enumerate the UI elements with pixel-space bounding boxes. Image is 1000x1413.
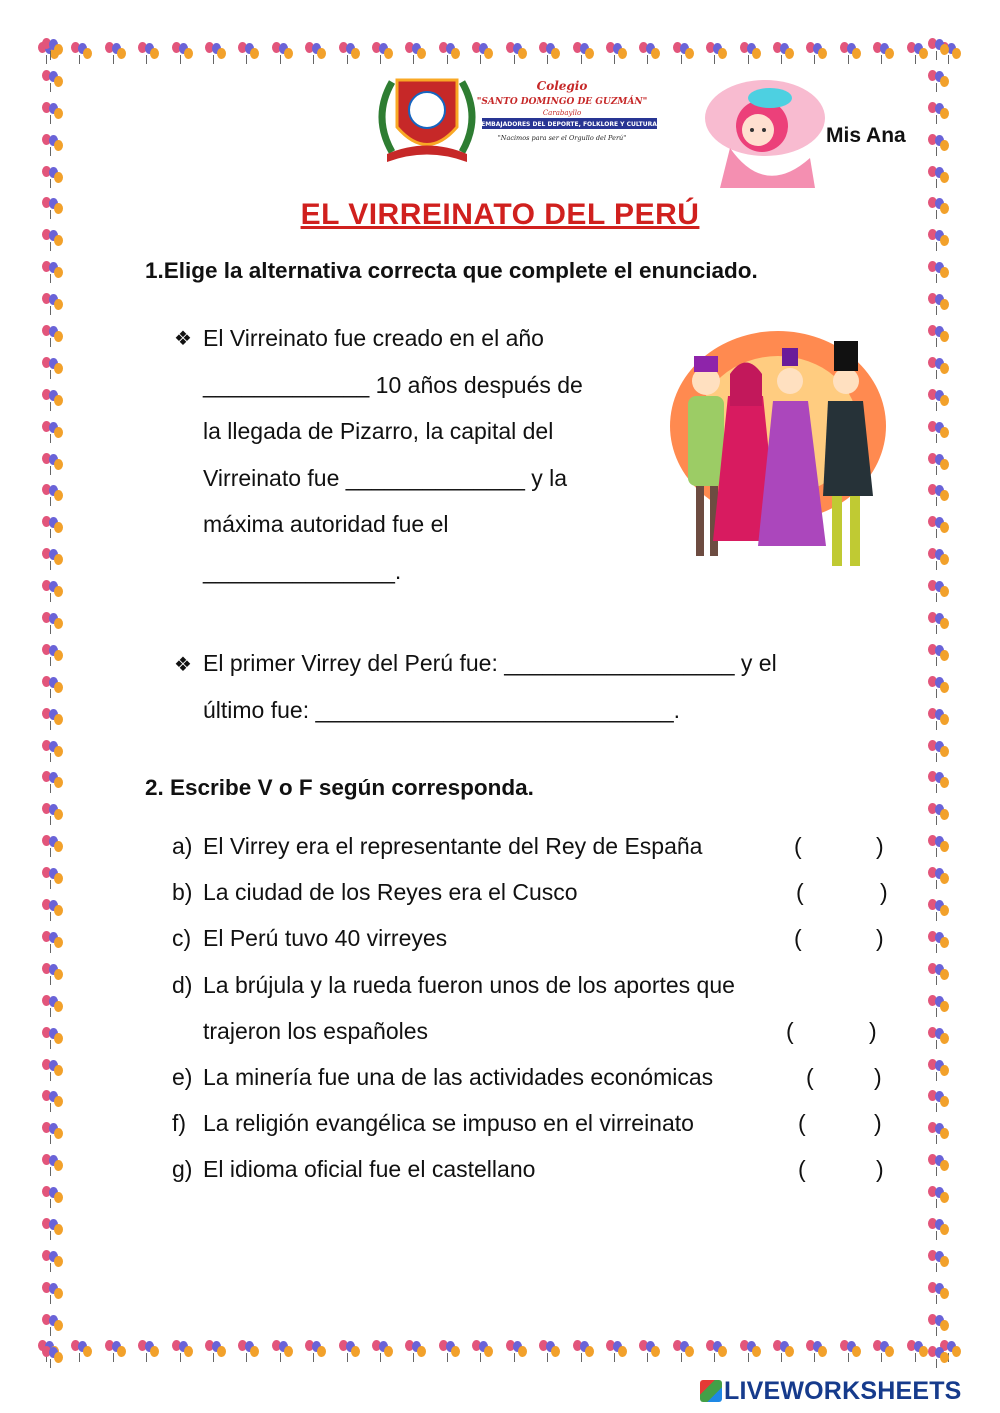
balloon-icon xyxy=(372,42,394,64)
balloon-icon xyxy=(773,1340,795,1362)
answer-open-paren: ( xyxy=(796,879,804,905)
school-name-line3: Carabayllo xyxy=(542,109,582,117)
item-text: trajeron los españoles xyxy=(203,1018,429,1044)
balloon-icon xyxy=(928,548,950,570)
answer-open-paren: ( xyxy=(798,1156,806,1182)
bullet-icon: ❖ xyxy=(174,328,192,350)
balloon-icon xyxy=(740,1340,762,1362)
school-name-line1: Colegio xyxy=(536,79,588,93)
balloon-icon xyxy=(928,1282,950,1304)
balloon-icon xyxy=(928,740,950,762)
balloon-icon xyxy=(439,42,461,64)
balloon-icon xyxy=(42,548,64,570)
balloon-icon xyxy=(42,612,64,634)
balloon-icon xyxy=(305,42,327,64)
balloon-icon xyxy=(928,1186,950,1208)
balloon-icon xyxy=(42,899,64,921)
balloon-icon xyxy=(639,1340,661,1362)
balloon-icon xyxy=(928,261,950,283)
colonial-people-illustration xyxy=(668,326,888,582)
balloon-icon xyxy=(506,1340,528,1362)
item-label: c) xyxy=(172,925,192,951)
balloon-icon xyxy=(138,1340,160,1362)
balloon-icon xyxy=(928,325,950,347)
item-text: La minería fue una de las actividades económicas xyxy=(203,1064,714,1090)
balloon-icon xyxy=(928,1250,950,1272)
balloon-icon xyxy=(272,1340,294,1362)
balloon-icon xyxy=(42,1282,64,1304)
balloon-icon xyxy=(339,42,361,64)
balloon-icon xyxy=(42,676,64,698)
answer-close-paren: ) xyxy=(880,879,888,905)
paragraph-line: último fue: ____________________________. xyxy=(203,696,681,723)
answer-close-paren: ) xyxy=(874,1064,882,1090)
paragraph-line: El Virreinato fue creado en el año xyxy=(203,325,544,351)
page-title: EL VIRREINATO DEL PERÚ xyxy=(300,198,700,231)
question-1-paragraph-1 xyxy=(203,315,583,594)
liveworksheets-watermark xyxy=(700,1377,962,1407)
balloon-icon xyxy=(42,325,64,347)
balloon-icon xyxy=(172,1340,194,1362)
balloon-icon xyxy=(928,899,950,921)
balloon-icon xyxy=(928,1027,950,1049)
answer-close-paren: ) xyxy=(876,833,884,859)
answer-close-paren: ) xyxy=(876,925,884,951)
balloon-icon xyxy=(42,357,64,379)
balloon-icon xyxy=(928,708,950,730)
balloon-icon xyxy=(138,42,160,64)
balloon-icon xyxy=(42,453,64,475)
balloon-icon xyxy=(42,421,64,443)
answer-open-paren: ( xyxy=(794,925,802,951)
balloon-icon xyxy=(928,931,950,953)
balloon-icon xyxy=(42,835,64,857)
balloon-icon xyxy=(42,1059,64,1081)
balloon-icon xyxy=(42,771,64,793)
balloon-icon xyxy=(105,1340,127,1362)
balloon-icon xyxy=(42,70,64,92)
balloon-icon xyxy=(42,963,64,985)
balloon-icon xyxy=(928,803,950,825)
paragraph-line: _____________ 10 años después de xyxy=(203,371,583,398)
teacher-name: Mis Ana xyxy=(826,124,906,147)
balloon-icon xyxy=(305,1340,327,1362)
border-right xyxy=(924,38,954,1368)
paragraph-line: Virreinato fue ______________ y la xyxy=(203,464,568,491)
balloon-icon xyxy=(42,38,64,60)
balloon-icon xyxy=(928,644,950,666)
balloon-icon xyxy=(172,42,194,64)
liveworksheets-logo-icon xyxy=(700,1380,722,1402)
balloon-icon xyxy=(42,1090,64,1112)
balloon-icon xyxy=(506,42,528,64)
balloon-icon xyxy=(238,1340,260,1362)
balloon-icon xyxy=(928,516,950,538)
item-text: La religión evangélica se impuso en el virreinato xyxy=(203,1110,694,1136)
balloon-icon xyxy=(840,1340,862,1362)
balloon-icon xyxy=(639,42,661,64)
balloon-icon xyxy=(42,1250,64,1272)
answer-close-paren: ) xyxy=(876,1156,884,1182)
item-label: f) xyxy=(172,1110,187,1136)
balloon-icon xyxy=(42,1122,64,1144)
item-label: b) xyxy=(172,879,193,905)
doll-illustration xyxy=(700,78,830,196)
paragraph-line: _______________. xyxy=(203,557,402,584)
balloon-icon xyxy=(928,771,950,793)
balloon-icon xyxy=(42,995,64,1017)
balloon-icon xyxy=(840,42,862,64)
item-label: e) xyxy=(172,1064,193,1090)
balloon-icon xyxy=(42,1346,64,1368)
balloon-icon xyxy=(272,42,294,64)
school-name-line2: "SANTO DOMINGO DE GUZMÁN" xyxy=(476,97,648,107)
balloon-icon xyxy=(928,166,950,188)
balloon-icon xyxy=(673,1340,695,1362)
balloon-icon xyxy=(42,389,64,411)
balloon-icon xyxy=(42,1218,64,1240)
item-text: La brújula y la rueda fueron unos de los aportes que xyxy=(203,972,735,998)
question-2-heading: 2. Escribe V o F según corresponda. xyxy=(145,775,534,800)
balloon-icon xyxy=(928,1122,950,1144)
balloon-icon xyxy=(928,70,950,92)
item-text: El Perú tuvo 40 virreyes xyxy=(203,925,448,951)
balloon-icon xyxy=(42,166,64,188)
balloon-icon xyxy=(573,42,595,64)
balloon-icon xyxy=(928,134,950,156)
balloon-icon xyxy=(42,516,64,538)
balloon-icon xyxy=(42,1314,64,1336)
item-label: d) xyxy=(172,972,193,998)
border-left xyxy=(38,38,68,1368)
balloon-icon xyxy=(706,42,728,64)
balloon-icon xyxy=(42,867,64,889)
balloon-icon xyxy=(873,1340,895,1362)
border-top xyxy=(38,38,962,68)
balloon-icon xyxy=(928,1314,950,1336)
balloon-icon xyxy=(740,42,762,64)
balloon-icon xyxy=(42,134,64,156)
balloon-icon xyxy=(405,42,427,64)
bullet-icon: ❖ xyxy=(174,654,192,676)
balloon-icon xyxy=(42,708,64,730)
answer-open-paren: ( xyxy=(786,1018,794,1044)
balloon-icon xyxy=(71,42,93,64)
balloon-icon xyxy=(928,1218,950,1240)
balloon-icon xyxy=(42,102,64,124)
school-motto-banner: EMBAJADORES DEL DEPORTE, FOLKLORE Y CULTURA xyxy=(481,121,657,128)
answer-close-paren: ) xyxy=(874,1110,882,1136)
balloon-icon xyxy=(928,293,950,315)
balloon-icon xyxy=(928,963,950,985)
paragraph-line: la llegada de Pizarro, la capital del xyxy=(203,418,554,444)
balloon-icon xyxy=(42,293,64,315)
balloon-icon xyxy=(928,229,950,251)
balloon-icon xyxy=(928,102,950,124)
balloon-icon xyxy=(706,1340,728,1362)
balloon-icon xyxy=(928,612,950,634)
balloon-icon xyxy=(928,995,950,1017)
balloon-icon xyxy=(42,229,64,251)
answer-open-paren: ( xyxy=(806,1064,814,1090)
balloon-icon xyxy=(928,389,950,411)
balloon-icon xyxy=(928,1346,950,1368)
border-bottom xyxy=(38,1336,962,1366)
balloon-icon xyxy=(873,42,895,64)
balloon-icon xyxy=(372,1340,394,1362)
balloon-icon xyxy=(928,835,950,857)
balloon-icon xyxy=(439,1340,461,1362)
balloon-icon xyxy=(472,1340,494,1362)
balloon-icon xyxy=(105,42,127,64)
balloon-icon xyxy=(71,1340,93,1362)
balloon-icon xyxy=(606,42,628,64)
balloon-icon xyxy=(928,1154,950,1176)
balloon-icon xyxy=(238,42,260,64)
balloon-icon xyxy=(773,42,795,64)
paragraph-line: máxima autoridad fue el xyxy=(203,511,449,537)
balloon-icon xyxy=(42,1186,64,1208)
answer-open-paren: ( xyxy=(794,833,802,859)
balloon-icon xyxy=(42,1154,64,1176)
watermark-text: LIVEWORKSHEETS xyxy=(724,1377,962,1405)
balloon-icon xyxy=(42,803,64,825)
balloon-icon xyxy=(928,421,950,443)
question-1-heading: 1.Elige la alternativa correcta que complete el enunciado. xyxy=(145,258,758,283)
balloon-icon xyxy=(606,1340,628,1362)
balloon-icon xyxy=(928,676,950,698)
balloon-icon xyxy=(472,42,494,64)
balloon-icon xyxy=(928,38,950,60)
answer-close-paren: ) xyxy=(869,1018,877,1044)
school-logo xyxy=(372,72,662,167)
balloon-icon xyxy=(42,644,64,666)
item-text: El Virrey era el representante del Rey de España xyxy=(203,833,703,859)
balloon-icon xyxy=(539,1340,561,1362)
balloon-icon xyxy=(928,1059,950,1081)
school-slogan: "Nacimos para ser el Orgullo del Perú" xyxy=(497,134,627,142)
balloon-icon xyxy=(42,1027,64,1049)
balloon-icon xyxy=(42,484,64,506)
balloon-icon xyxy=(928,867,950,889)
balloon-icon xyxy=(42,580,64,602)
paragraph-line: El primer Virrey del Perú fue: __________________ y el xyxy=(203,650,777,676)
balloon-icon xyxy=(42,740,64,762)
balloon-icon xyxy=(539,42,561,64)
item-text: El idioma oficial fue el castellano xyxy=(203,1156,536,1182)
balloon-icon xyxy=(928,453,950,475)
question-1-paragraph-2 xyxy=(203,640,777,733)
item-text: La ciudad de los Reyes era el Cusco xyxy=(203,879,578,905)
balloon-icon xyxy=(205,1340,227,1362)
balloon-icon xyxy=(42,261,64,283)
balloon-icon xyxy=(205,42,227,64)
balloon-icon xyxy=(42,931,64,953)
balloon-icon xyxy=(673,42,695,64)
balloon-icon xyxy=(573,1340,595,1362)
item-label: g) xyxy=(172,1156,193,1182)
balloon-icon xyxy=(806,42,828,64)
balloon-icon xyxy=(806,1340,828,1362)
item-label: a) xyxy=(172,833,193,859)
balloon-icon xyxy=(928,357,950,379)
balloon-icon xyxy=(928,484,950,506)
balloon-icon xyxy=(928,1090,950,1112)
answer-open-paren: ( xyxy=(798,1110,806,1136)
balloon-icon xyxy=(928,580,950,602)
balloon-icon xyxy=(405,1340,427,1362)
balloon-icon xyxy=(339,1340,361,1362)
